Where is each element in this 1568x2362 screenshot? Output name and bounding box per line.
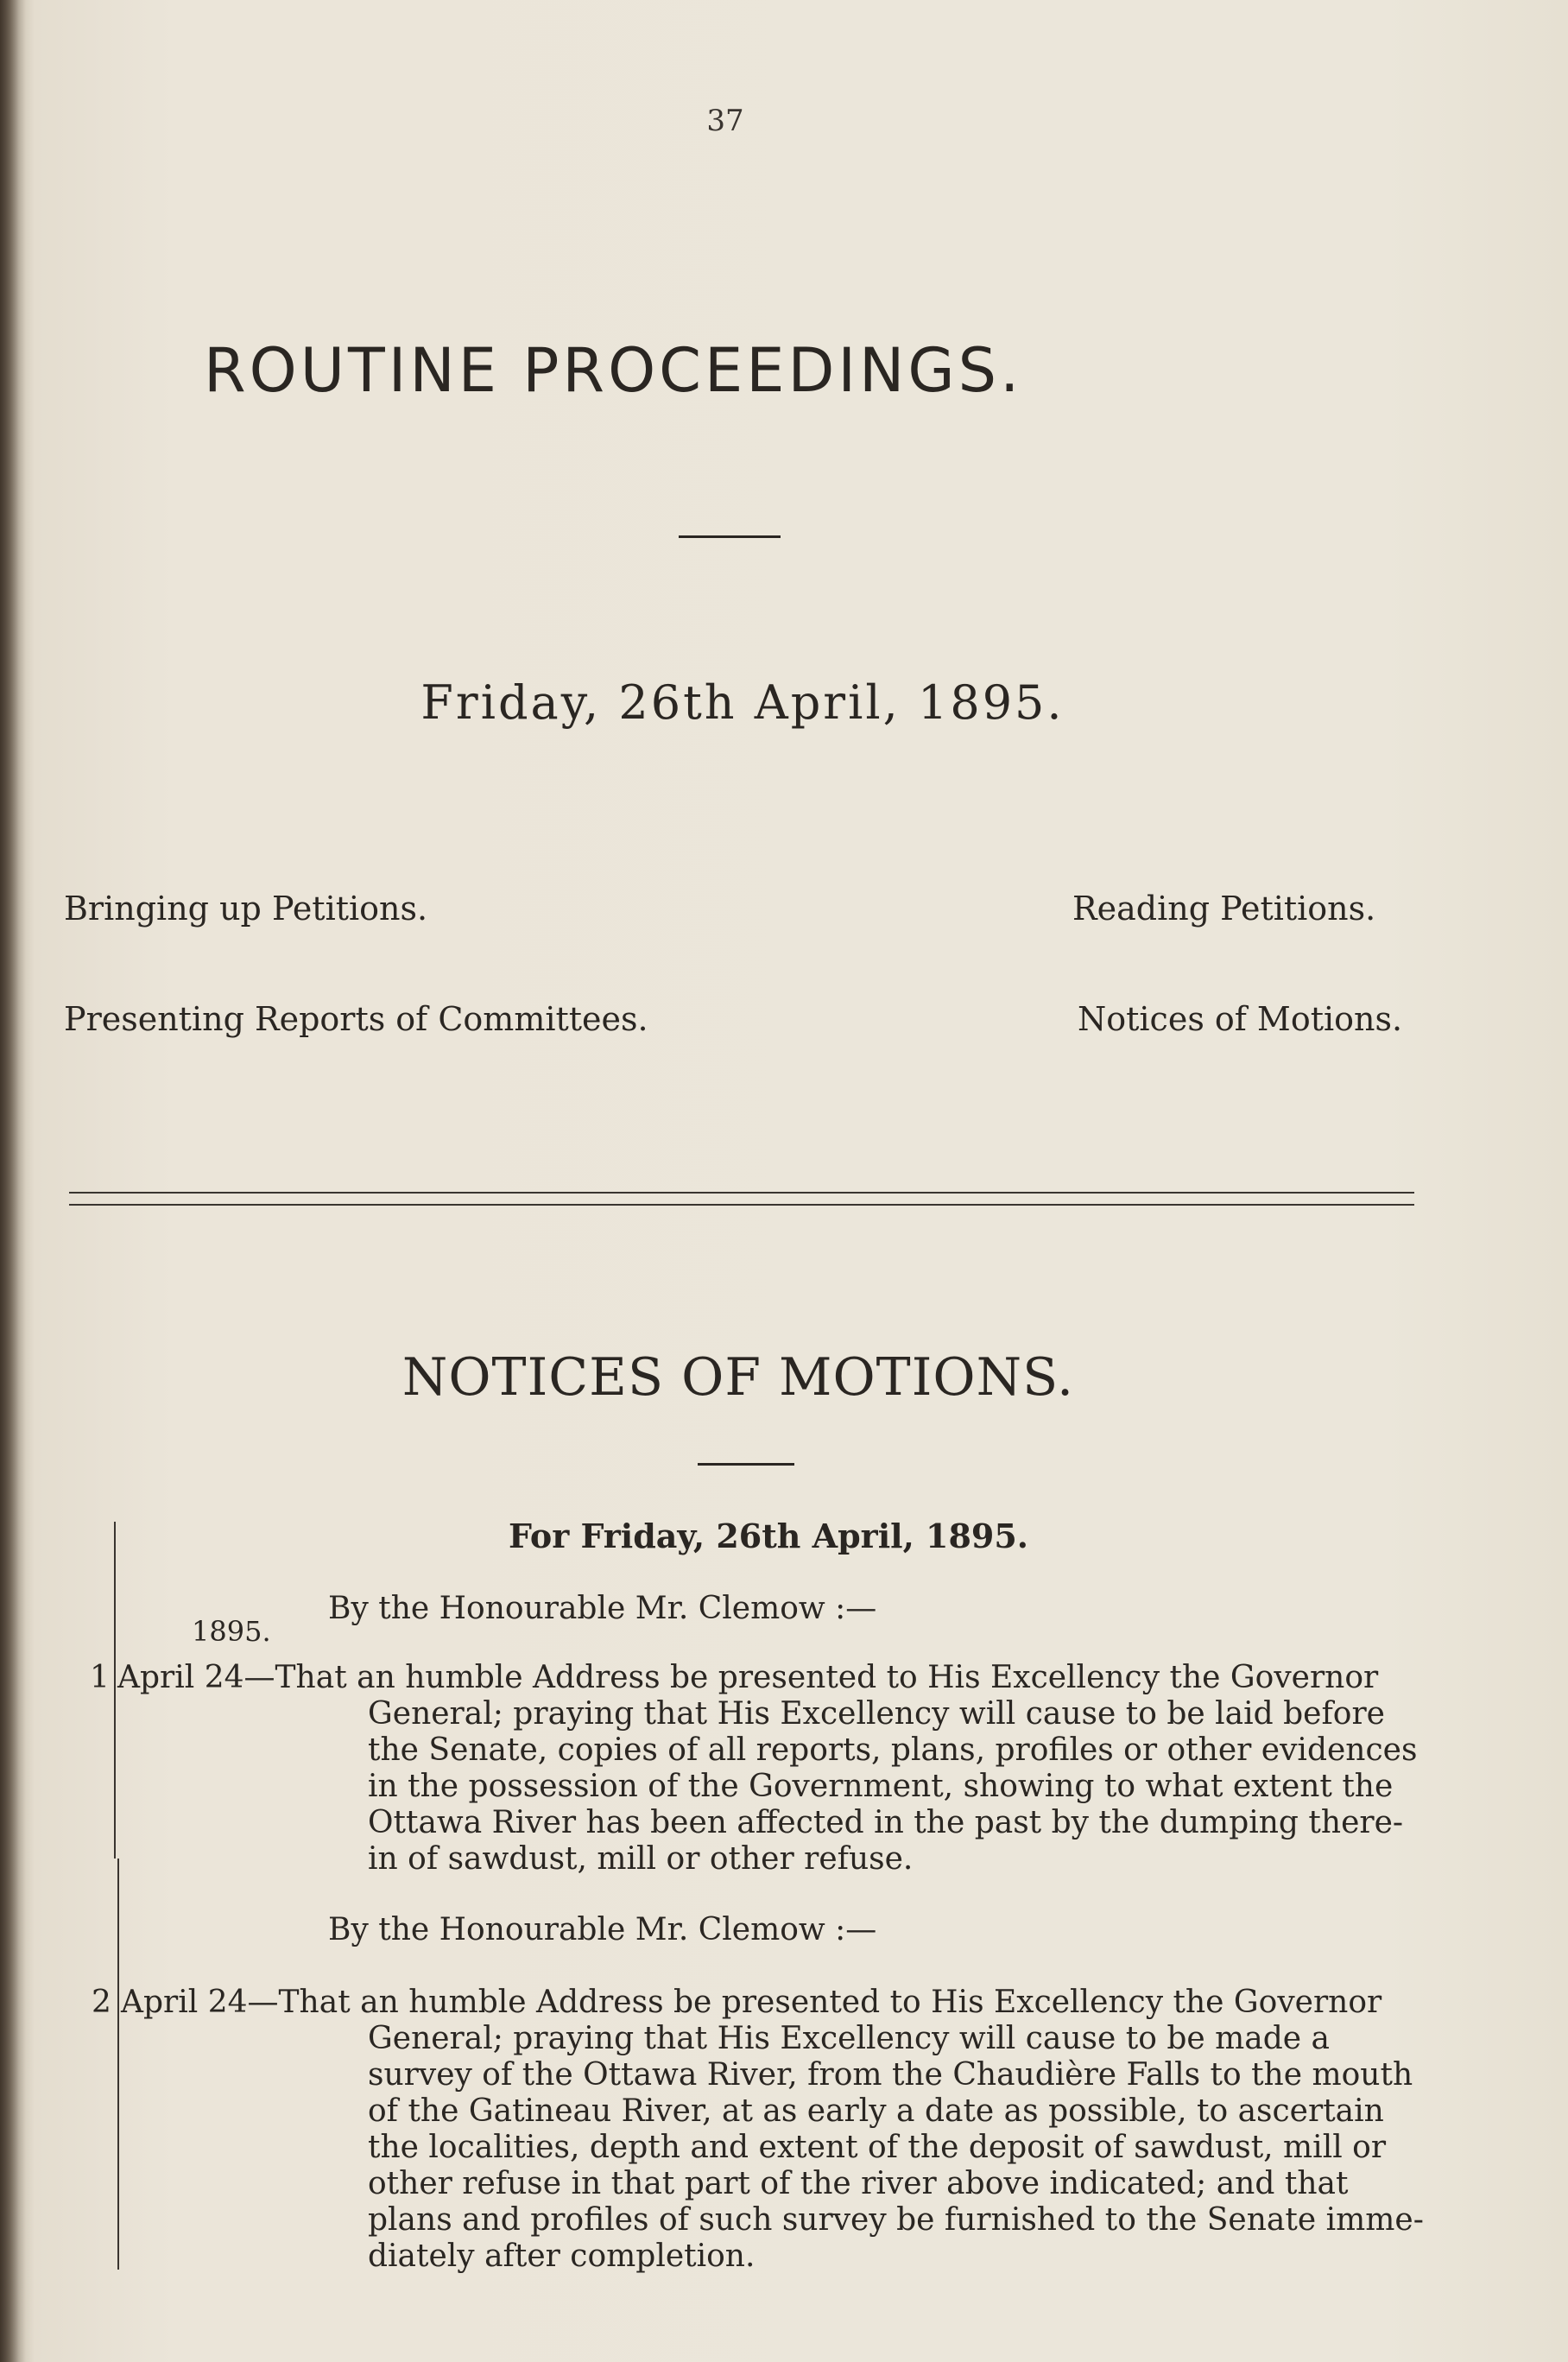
motion-year: 1895. — [192, 1615, 271, 1648]
motion-2-line: survey of the Ottawa River, from the Chaudière Falls to the mouth — [368, 2057, 1413, 2093]
motion-2-line: diately after completion. — [368, 2239, 756, 2274]
motion-1-line: Ottawa River has been affected in the past by the dumping there- — [368, 1805, 1404, 1840]
margin-line-motion-2 — [117, 1859, 119, 2270]
section-divider — [69, 1192, 1414, 1206]
motion-2-mover: By the Honourable Mr. Clemow :— — [328, 1912, 877, 1947]
motion-1-first-line: April 24—That an humble Address be presented to His Excellency the Governor — [117, 1660, 1379, 1695]
motion-1-line: in of sawdust, mill or other refuse. — [368, 1841, 914, 1877]
proceeding-presenting-reports: Presenting Reports of Committees. — [64, 1000, 648, 1038]
for-date-heading: For Friday, 26th April, 1895. — [508, 1517, 1029, 1555]
page-number: 37 — [706, 104, 744, 138]
motion-1-body — [368, 1696, 1430, 1878]
motion-2-line: other refuse in that part of the river above indicated; and that — [368, 2166, 1349, 2201]
motion-2-line: the localities, depth and extent of the deposit of sawdust, mill or — [368, 2130, 1387, 2165]
motion-1-mover: By the Honourable Mr. Clemow :— — [328, 1591, 877, 1626]
motion-1-line: in the possession of the Government, showing to what extent the — [368, 1769, 1394, 1804]
motion-2-number: 2 — [92, 1985, 111, 2020]
binding-shadow — [0, 0, 26, 2362]
title-rule — [679, 535, 781, 538]
motion-2-line: of the Gatineau River, at as early a date as possible, to ascertain — [368, 2093, 1384, 2129]
motion-1-line: General; praying that His Excellency will cause to be laid before — [368, 1696, 1385, 1732]
main-title: ROUTINE PROCEEDINGS. — [204, 335, 1023, 406]
motion-2-line: General; praying that His Excellency will cause to be made a — [368, 2021, 1330, 2056]
motion-2-body — [368, 2021, 1430, 2275]
motion-1-number: 1 — [90, 1660, 110, 1695]
sitting-date: Friday, 26th April, 1895. — [420, 675, 1065, 730]
motion-2-first-line: April 24—That an humble Address be presented to His Excellency the Governor — [121, 1985, 1382, 2020]
notices-rule — [698, 1463, 794, 1466]
motion-1-line: the Senate, copies of all reports, plans, profiles or other evidences — [368, 1732, 1418, 1768]
proceeding-bringing-up-petitions: Bringing up Petitions. — [64, 890, 428, 928]
proceeding-notices-of-motions: Notices of Motions. — [1078, 1000, 1403, 1038]
notices-title: NOTICES OF MOTIONS. — [401, 1347, 1075, 1408]
margin-line-motion-1 — [114, 1522, 116, 1859]
motion-2-line: plans and profiles of such survey be furnished to the Senate imme- — [368, 2202, 1424, 2238]
proceeding-reading-petitions: Reading Petitions. — [1072, 890, 1376, 928]
